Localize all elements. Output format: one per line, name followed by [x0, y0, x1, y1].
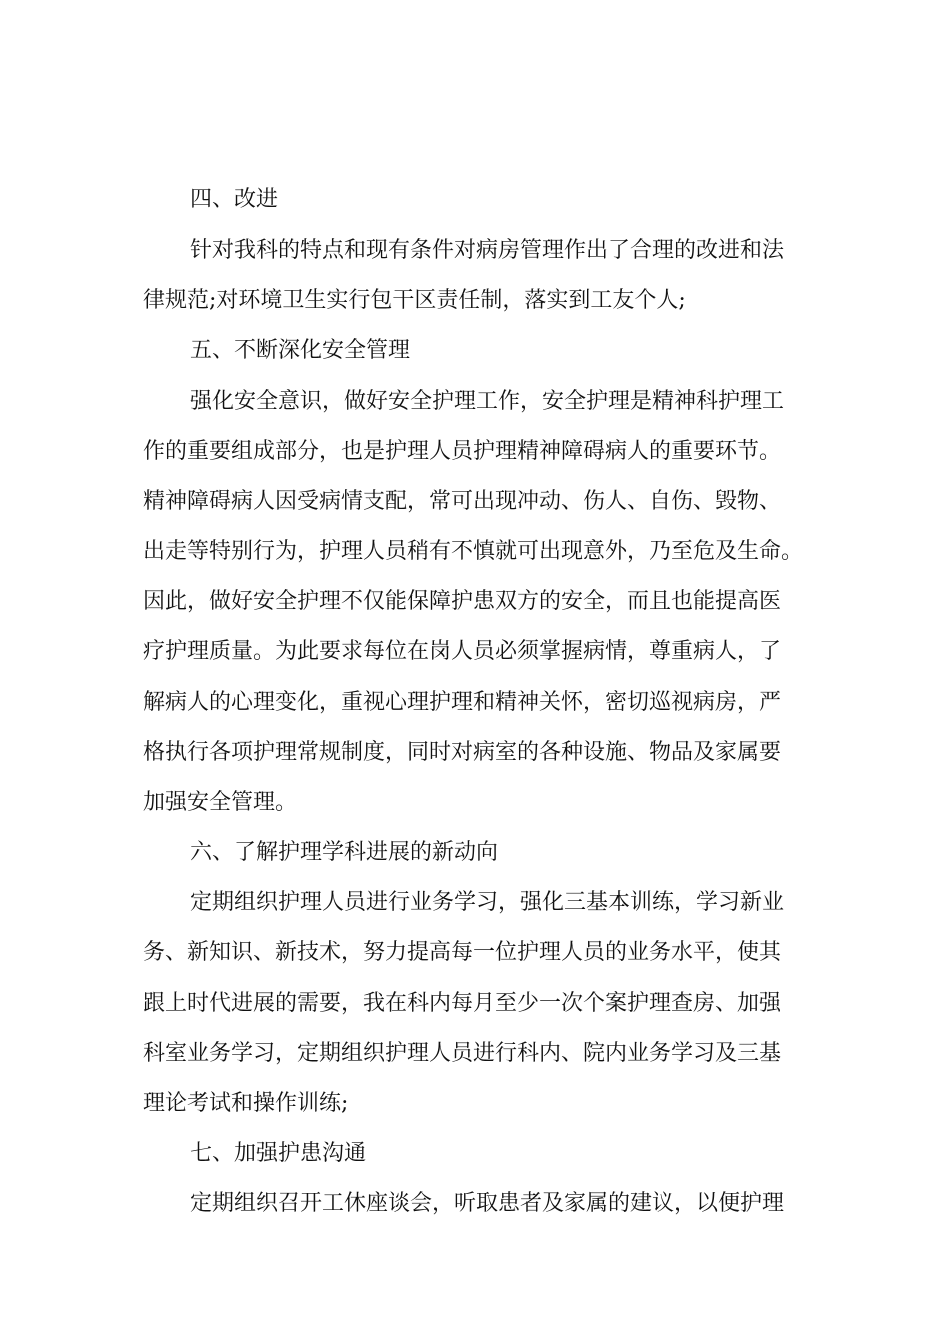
paragraph-line: 解病人的心理变化，重视心理护理和精神关怀，密切巡视病房，严 [143, 690, 782, 715]
paragraph-line: 出走等特别行为，护理人员稍有不慎就可出现意外，乃至危及生命。 [143, 539, 804, 564]
paragraph-line: 科室业务学习，定期组织护理人员进行科内、院内业务学习及三基 [143, 1041, 782, 1066]
paragraph-line: 疗护理质量。为此要求每位在岗人员必须掌握病情，尊重病人，了 [143, 639, 782, 664]
paragraph-line: 因此，做好安全护理不仅能保障护患双方的安全，而且也能提高医 [143, 589, 782, 614]
section-heading-improvement: 四、改进 [190, 187, 279, 212]
section-heading-communication: 七、加强护患沟通 [190, 1141, 367, 1166]
paragraph-line: 务、新知识、新技术，努力提高每一位护理人员的业务水平，使其 [143, 940, 782, 965]
paragraph-line: 律规范;对环境卫生实行包干区责任制，落实到工友个人; [143, 288, 686, 313]
section-heading-nursing-trends: 六、了解护理学科进展的新动向 [190, 840, 499, 865]
paragraph-line: 作的重要组成部分，也是护理人员护理精神障碍病人的重要环节。 [143, 439, 782, 464]
paragraph-line: 定期组织护理人员进行业务学习，强化三基本训练，学习新业 [190, 890, 785, 915]
paragraph-line: 格执行各项护理常规制度，同时对病室的各种设施、物品及家属要 [143, 740, 782, 765]
paragraph-line: 加强安全管理。 [143, 790, 298, 815]
paragraph-line: 定期组织召开工休座谈会，听取患者及家属的建议，以便护理 [190, 1191, 785, 1216]
paragraph-line: 跟上时代进展的需要，我在科内每月至少一次个案护理查房、加强 [143, 991, 782, 1016]
paragraph-line: 精神障碍病人因受病情支配，常可出现冲动、伤人、自伤、毁物、 [143, 489, 782, 514]
paragraph-line: 针对我科的特点和现有条件对病房管理作出了合理的改进和法 [190, 238, 785, 263]
section-heading-safety-management: 五、不断深化安全管理 [190, 338, 411, 363]
paragraph-line: 强化安全意识，做好安全护理工作，安全护理是精神科护理工 [190, 389, 785, 414]
paragraph-line: 理论考试和操作训练; [143, 1091, 349, 1116]
